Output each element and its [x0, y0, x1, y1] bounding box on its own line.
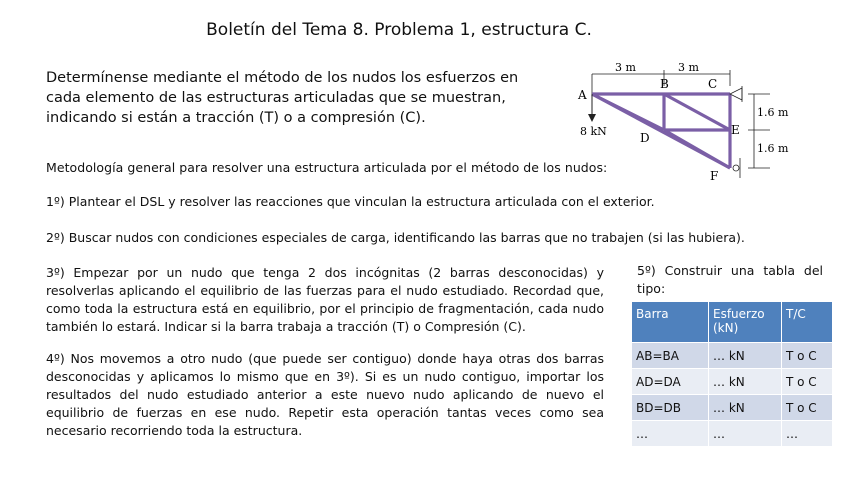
node-label-e: E	[731, 123, 740, 137]
table-header-row	[632, 302, 833, 343]
pin-support-c-icon	[730, 88, 742, 100]
load-label: 8 kN	[580, 125, 607, 138]
table-cell: AB=BA	[632, 343, 709, 369]
truss-members	[592, 94, 730, 168]
dim-right-lower-label: 1.6 m	[757, 142, 789, 155]
problem-statement: Determínense mediante el método de los nudos los esfuerzos en cada elemento de las estructuras articuladas que se muestran, indicando si están a tracción (T) o a compresión (C).	[46, 70, 519, 126]
table-cell: … kN	[709, 369, 782, 395]
table-header-esfuerzo: Esfuerzo (kN)	[709, 302, 782, 343]
step-1-text: 1º) Plantear el DSL y resolver las reacciones que vinculan la estructura articulada con el exterior.	[46, 194, 655, 209]
dim-top-right-label: 3 m	[678, 61, 699, 74]
table-header-tc: T/C	[782, 302, 833, 343]
page-title: Boletín del Tema 8. Problema 1, estructura C.	[206, 20, 592, 40]
method-heading: Metodología general para resolver una estructura articulada por el método de los nudos:	[46, 160, 608, 175]
step-2-text: 2º) Buscar nudos con condiciones especiales de carga, identificando las barras que no trabajen (si las hubiera).	[46, 230, 745, 245]
table-cell: T o C	[782, 369, 833, 395]
roller-support-f-icon	[733, 165, 739, 171]
table-row	[632, 421, 833, 447]
dim-top-left-label: 3 m	[615, 61, 636, 74]
table-cell: …	[782, 421, 833, 447]
step-5-text: 5º) Construir una tabla del tipo:	[637, 263, 823, 296]
node-label-d: D	[640, 131, 650, 145]
node-label-f: F	[710, 169, 719, 183]
load-arrow-icon	[588, 114, 596, 122]
result-table	[631, 301, 833, 447]
step-3-text: 3º) Empezar por un nudo que tenga 2 dos incógnitas (2 barras desconocidas) y resolverlas aplicando el equilibrio de las fuerzas para el nudo estudiado. Recordad que, como toda la estructura está en equilibrio, por el principio de fragmentación, cada nudo también lo estará. Indicar si la barra trabaja a tracción (T) o Compresión (C).	[46, 265, 604, 334]
node-label-b: B	[660, 77, 669, 91]
dim-right-upper-label: 1.6 m	[757, 106, 789, 119]
table-row	[632, 343, 833, 369]
table-cell: …	[709, 421, 782, 447]
table-cell: T o C	[782, 395, 833, 421]
table-cell: … kN	[709, 343, 782, 369]
table-row	[632, 395, 833, 421]
node-label-c: C	[708, 77, 718, 91]
table-cell: …	[632, 421, 709, 447]
table-row	[632, 369, 833, 395]
table-cell: BD=DB	[632, 395, 709, 421]
table-cell: T o C	[782, 343, 833, 369]
node-label-a: A	[578, 88, 587, 102]
step-4-text: 4º) Nos movemos a otro nudo (que puede ser contiguo) donde haya otras dos barras desconocidas y aplicamos lo mismo que en 3º). Si es un nudo contiguo, importar los resultados del nudo estudiado anterior a este nuevo nudo aplicando de nuevo el equilibrio de fuerzas en ese nudo. Repetir esta operación tantas veces como sea necesario recorriendo toda la estructura.	[46, 351, 604, 438]
table-cell: AD=DA	[632, 369, 709, 395]
table-cell: … kN	[709, 395, 782, 421]
table-header-barra: Barra	[632, 302, 709, 343]
